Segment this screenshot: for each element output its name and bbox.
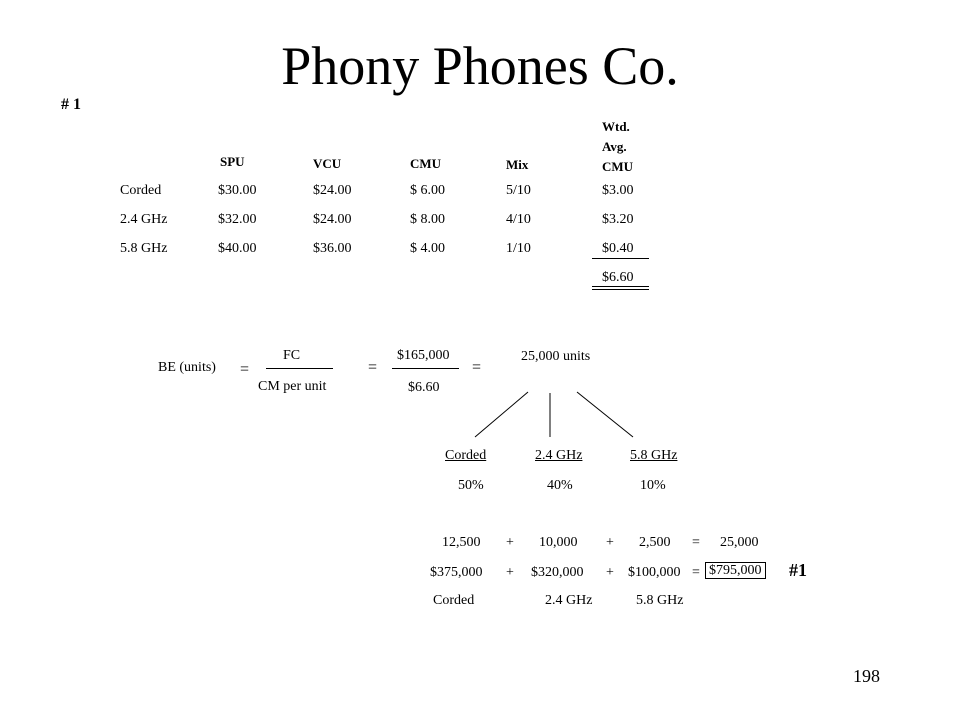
branch-line-left <box>475 392 528 437</box>
wtd-value: $3.20 <box>602 212 634 227</box>
cmu-value: $ 8.00 <box>410 212 445 227</box>
spu-value: $30.00 <box>218 183 257 198</box>
equals-sign: = <box>240 361 250 378</box>
be-result: 25,000 units <box>521 349 591 364</box>
header-mix: Mix <box>506 157 529 172</box>
sales-58ghz: $100,000 <box>628 565 681 580</box>
plus-sign: + <box>506 565 514 580</box>
branch-line-right <box>577 392 633 437</box>
spu-value: $32.00 <box>218 212 257 227</box>
sales-24ghz: $320,000 <box>531 565 584 580</box>
mix-value: 1/10 <box>506 241 531 256</box>
header-spu: SPU <box>220 154 245 169</box>
units-total: 25,000 <box>720 535 759 550</box>
header-cmu: CMU <box>410 156 442 171</box>
vcu-value: $24.00 <box>313 183 352 198</box>
fc-numerator: FC <box>283 348 301 363</box>
vcu-value: $36.00 <box>313 241 352 256</box>
header-wtd-line3: CMU <box>602 159 634 174</box>
sales-total-box <box>705 563 766 579</box>
split-product-corded: Corded <box>445 448 487 463</box>
units-58ghz: 2,500 <box>639 535 671 550</box>
header-wtd-line2: Avg. <box>602 139 627 154</box>
sales-total: $795,000 <box>705 562 766 579</box>
split-percent: 50% <box>458 478 484 493</box>
fc-value: $165,000 <box>397 348 450 363</box>
reference-badge: #1 <box>789 560 807 580</box>
plus-sign: + <box>506 535 514 550</box>
cmu-value: $ 6.00 <box>410 183 445 198</box>
slide-title: Phony Phones Co. <box>281 36 679 96</box>
split-percent: 10% <box>640 478 666 493</box>
product-name: 5.8 GHz <box>120 241 168 256</box>
wtd-total: $6.60 <box>602 270 634 285</box>
mix-value: 4/10 <box>506 212 531 227</box>
product-name: 2.4 GHz <box>120 212 168 227</box>
split-percent: 40% <box>547 478 573 493</box>
bottom-label-corded: Corded <box>433 593 475 608</box>
sales-corded: $375,000 <box>430 565 483 580</box>
cm-value: $6.60 <box>408 380 440 395</box>
slide-label: # 1 <box>61 96 81 113</box>
mix-value: 5/10 <box>506 183 531 198</box>
bottom-label-24ghz: 2.4 GHz <box>545 593 593 608</box>
plus-sign: + <box>606 535 614 550</box>
equals-sign: = <box>692 535 700 550</box>
split-product-24ghz: 2.4 GHz <box>535 448 583 463</box>
cmu-value: $ 4.00 <box>410 241 445 256</box>
plus-sign: + <box>606 565 614 580</box>
vcu-value: $24.00 <box>313 212 352 227</box>
equals-sign: = <box>368 359 378 376</box>
equals-sign: = <box>472 359 482 376</box>
spu-value: $40.00 <box>218 241 257 256</box>
header-wtd-line1: Wtd. <box>602 119 630 134</box>
header-vcu: VCU <box>313 156 342 171</box>
split-product-58ghz: 5.8 GHz <box>630 448 678 463</box>
page-number: 198 <box>853 666 880 686</box>
units-24ghz: 10,000 <box>539 535 578 550</box>
product-name: Corded <box>120 183 162 198</box>
equals-sign: = <box>692 565 700 580</box>
wtd-value: $0.40 <box>602 241 634 256</box>
cm-per-unit-denominator: CM per unit <box>258 379 327 394</box>
units-corded: 12,500 <box>442 535 481 550</box>
bottom-label-58ghz: 5.8 GHz <box>636 593 684 608</box>
wtd-value: $3.00 <box>602 183 634 198</box>
be-units-label: BE (units) <box>158 360 216 375</box>
